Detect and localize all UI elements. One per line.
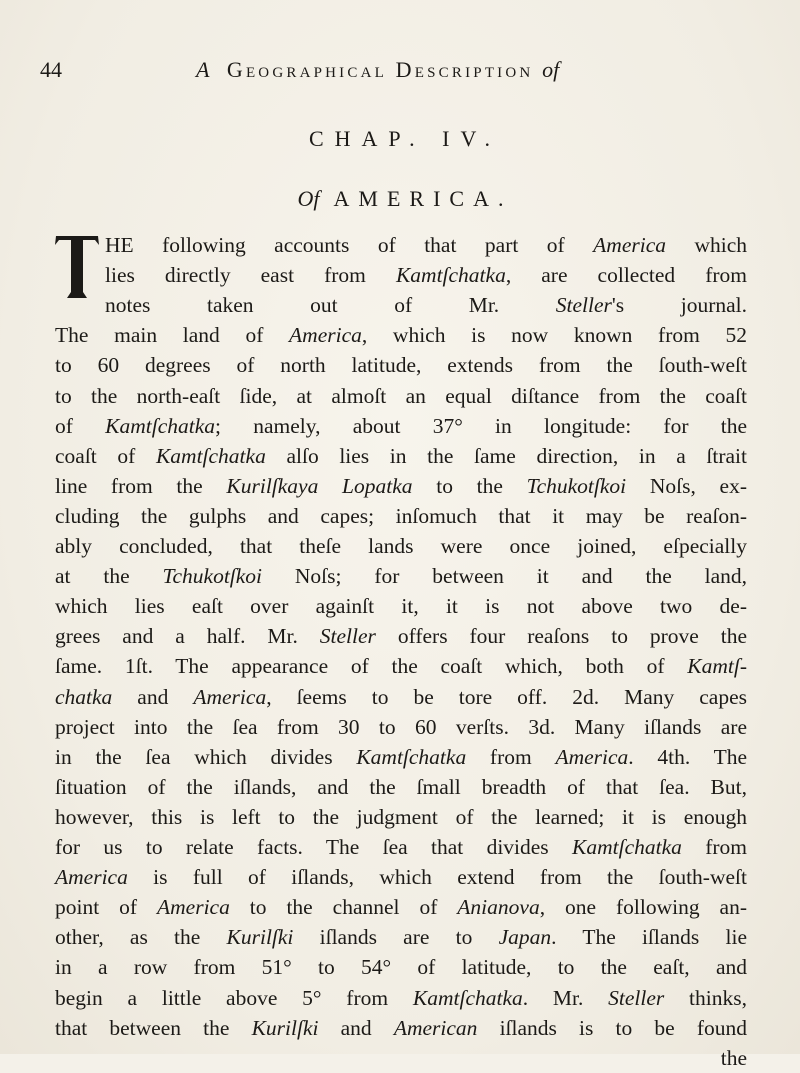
- text-line: [55, 350, 747, 380]
- text-run: The main land of: [55, 323, 290, 348]
- text-run: and: [112, 684, 194, 709]
- text-run: of: [55, 413, 106, 438]
- italic-run: America: [157, 895, 230, 920]
- text-line: [55, 892, 747, 922]
- running-head: [40, 57, 760, 89]
- text-run: notes taken out of Mr.: [105, 293, 556, 318]
- italic-run: Kamtſchatka: [572, 835, 682, 859]
- text-run: for us to relate facts. The ſea that divides: [55, 835, 572, 859]
- text-run: coaſt of: [55, 443, 156, 468]
- text-line: [55, 531, 747, 561]
- text-line: [105, 260, 747, 290]
- text-run: ſame. 1ſt. The appearance of the coaſt which, both of: [55, 654, 688, 679]
- section-heading: [0, 186, 800, 212]
- text-line: [55, 471, 747, 501]
- text-run: ſituation of the iſlands, and the ſmall breadth of that ſea. But,: [55, 774, 747, 799]
- text-run: grees and a half. Mr.: [55, 624, 320, 649]
- text-line: [55, 381, 747, 411]
- text-line: [55, 922, 747, 952]
- page-number: 44: [40, 57, 62, 82]
- text-line: [55, 862, 747, 892]
- text-run: which: [666, 233, 747, 257]
- text-line: [55, 772, 747, 802]
- text-run: , are collected from: [505, 263, 747, 288]
- text-run: that between the: [55, 1015, 252, 1040]
- text-run: Noſs; for between it and the land,: [262, 564, 747, 589]
- text-run: . Mr.: [522, 985, 609, 1010]
- text-run: in a row from 51° to 54° of latitude, to the eaſt, and: [55, 955, 747, 980]
- text-run: and: [318, 1015, 394, 1040]
- text-line: [55, 591, 747, 621]
- italic-run: Kamtſchatka: [155, 443, 266, 468]
- section-heading-name: AMERICA.: [333, 186, 513, 211]
- italic-run: America: [55, 865, 128, 890]
- text-line: [105, 290, 747, 320]
- text-run: , one following an-: [539, 895, 747, 920]
- text-run: 's journal.: [611, 293, 747, 318]
- italic-run: Steller: [608, 985, 665, 1010]
- text-run: ; namely, about 37° in longitude: for the: [215, 413, 748, 438]
- drop-cap-letter-icon: [54, 232, 100, 300]
- text-run: offers four reaſons to prove the: [375, 624, 747, 649]
- text-run: is full of iſlands, which extend from the ſouth-weſt: [127, 865, 747, 890]
- text-line: [55, 742, 747, 772]
- text-line: [55, 561, 747, 591]
- italic-run: Kamtſchatka: [395, 263, 506, 288]
- text-line: [55, 712, 747, 742]
- text-run: at the: [55, 564, 163, 589]
- text-run: Noſs, ex-: [626, 473, 747, 498]
- text-run: . The iſlands lie: [551, 925, 747, 950]
- text-run: begin a little above 5° from: [55, 985, 413, 1010]
- italic-run: America: [593, 233, 666, 257]
- italic-run: America: [193, 684, 267, 709]
- text-run: to the channel of: [229, 895, 458, 920]
- text-line: [55, 651, 747, 681]
- text-line: [55, 1013, 747, 1043]
- text-run: lies directly east from: [105, 263, 396, 288]
- italic-run: America: [555, 744, 629, 769]
- text-run: iſlands is to be found: [477, 1015, 747, 1040]
- text-run: from: [681, 835, 747, 859]
- italic-run: Tchukotſkoi: [526, 473, 627, 498]
- text-run: ably concluded, that theſe lands were once joined, eſpecially: [55, 534, 747, 558]
- text-line: [105, 230, 747, 260]
- text-line: [55, 832, 747, 862]
- text-line: [55, 983, 747, 1013]
- text-line: [55, 952, 747, 982]
- text-run: . 4th. The: [628, 744, 748, 769]
- text-line: [55, 441, 747, 471]
- running-title-main: Geographical Description: [226, 57, 534, 82]
- italic-run: Tchukotſkoi: [162, 564, 263, 589]
- italic-run: Kamtſchatka: [105, 413, 216, 438]
- text-run: project into the ſea from 30 to 60 verſts. 3d. Many iſlands are: [55, 714, 747, 739]
- italic-run: Kamtſchatka: [356, 744, 467, 769]
- italic-run: Steller: [319, 624, 376, 649]
- italic-run: Kurilſki: [251, 1015, 319, 1040]
- running-title: [196, 57, 559, 83]
- italic-run: American: [393, 1015, 478, 1040]
- italic-run: Steller: [555, 293, 612, 318]
- text-run: from: [466, 744, 556, 769]
- text-run: iſlands are to: [293, 925, 499, 950]
- italic-run: Kurilſkaya Lopatka: [226, 473, 413, 498]
- text-line: [55, 320, 747, 350]
- text-run: to the: [412, 473, 527, 498]
- text-line: [55, 1043, 747, 1073]
- chapter-heading: CHAP. IV.: [308, 126, 502, 151]
- text-line: [55, 802, 747, 832]
- text-run: to 60 degrees of north latitude, extends from the ſouth-weſt: [55, 353, 747, 378]
- text-run: however, this is left to the judgment of the learned; it is enough: [55, 804, 747, 829]
- text-run: thinks,: [664, 985, 747, 1010]
- italic-run: Kurilſki: [226, 925, 294, 950]
- text-line: [55, 682, 747, 712]
- running-title-of: of: [542, 57, 560, 82]
- text-run: to the north-eaſt ſide, at almoſt an equal diſtance from the coaſt: [55, 383, 747, 408]
- text-run: other, as the: [55, 925, 227, 950]
- running-title-article: A: [196, 57, 210, 82]
- italic-run: Japan: [498, 925, 552, 950]
- drop-cap: [54, 232, 100, 300]
- italic-run: America: [289, 323, 362, 348]
- text-run: alſo lies in the ſame direction, in a ſtrait: [265, 443, 747, 468]
- text-run: , which is now known from 52: [361, 323, 748, 348]
- text-run: line from the: [55, 473, 227, 498]
- text-line: [55, 501, 747, 531]
- text-run: point of: [55, 895, 157, 920]
- italic-run: chatka: [55, 684, 113, 709]
- text-line: [55, 411, 747, 441]
- text-run: , ſeems to be tore off. 2d. Many capes: [266, 684, 747, 709]
- italic-run: Anianova: [457, 895, 540, 920]
- text-run: HE following accounts of that part of: [105, 233, 594, 257]
- text-run: in the ſea which divides: [55, 744, 357, 769]
- italic-run: Kamtſchatka: [412, 985, 523, 1010]
- italic-run: Kamtſ-: [687, 654, 747, 679]
- text-run: the: [720, 1045, 747, 1070]
- text-run: cluding the gulphs and capes; inſomuch that it may be reaſon-: [55, 503, 747, 528]
- text-run: which lies eaſt over againſt it, it is not above two de-: [55, 594, 747, 619]
- text-line: [55, 621, 747, 651]
- section-heading-of: Of: [297, 186, 320, 211]
